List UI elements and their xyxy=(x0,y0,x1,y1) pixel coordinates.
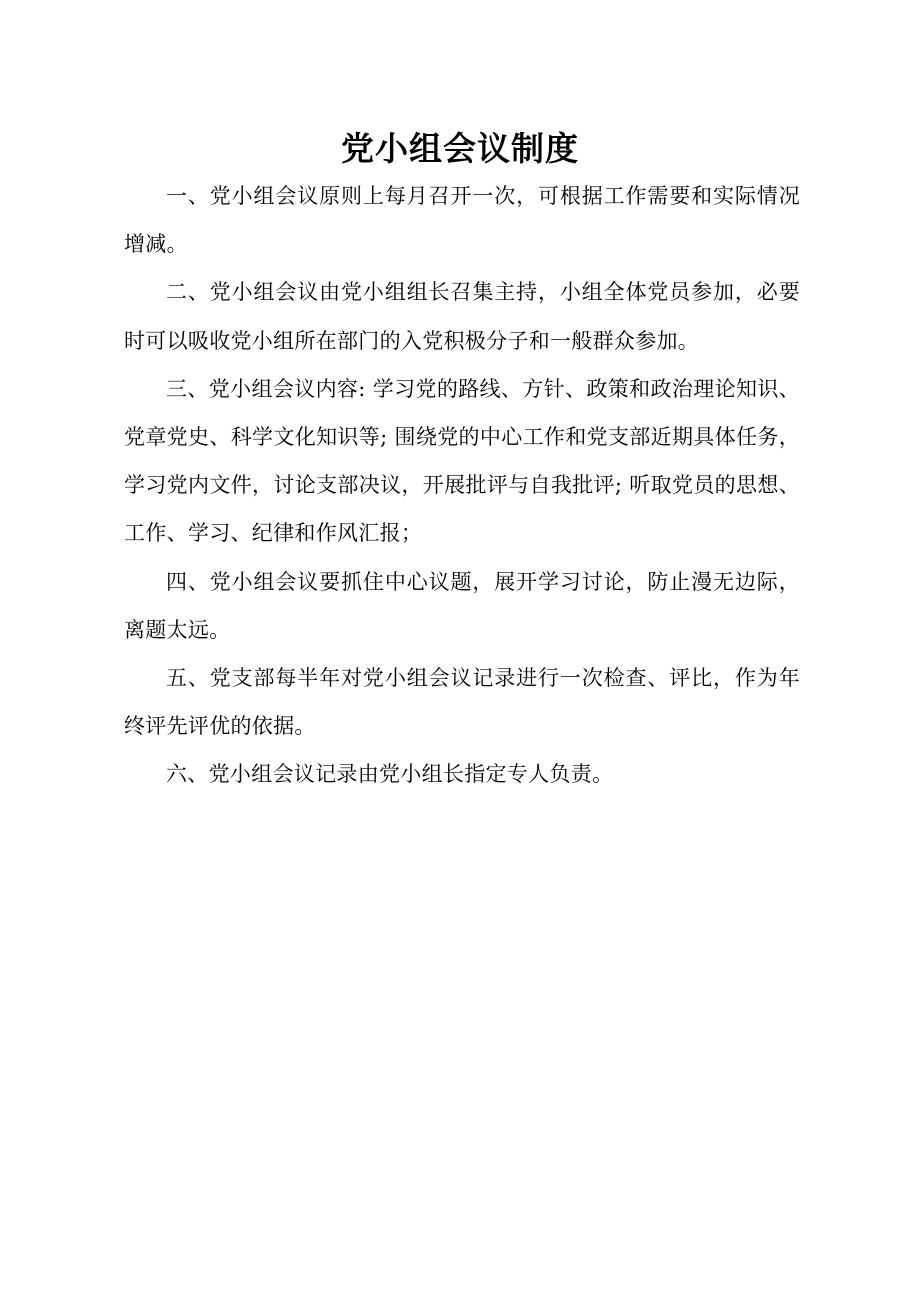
paragraph-5: 五、党支部每半年对党小组会议记录进行一次检查、评比，作为年终评先评优的依据。 xyxy=(124,666,800,739)
paragraph-4: 四、党小组会议要抓住中心议题，展开学习讨论，防止漫无边际，离题太远。 xyxy=(124,569,800,642)
paragraph-3: 三、党小组会议内容: 学习党的路线、方针、政策和政治理论知识、党章党史、科学文化知识等; 围绕党的中心工作和党支部近期具体任务，学习党内文件，讨论支部决议，开展批评与自我批评; 听取党员的思想、工作、学习、纪律和作风汇报； xyxy=(124,376,800,546)
paragraph-1: 一、党小组会议原则上每月召开一次，可根据工作需要和实际情况增减。 xyxy=(124,184,800,257)
paragraph-2: 二、党小组会议由党小组组长召集主持，小组全体党员参加，必要时可以吸收党小组所在部门的入党积极分子和一般群众参加。 xyxy=(124,280,800,353)
document-title: 党小组会议制度 xyxy=(341,129,579,168)
document-body xyxy=(124,172,800,799)
paragraph-6: 六、党小组会议记录由党小组长指定专人负责。 xyxy=(166,762,614,787)
